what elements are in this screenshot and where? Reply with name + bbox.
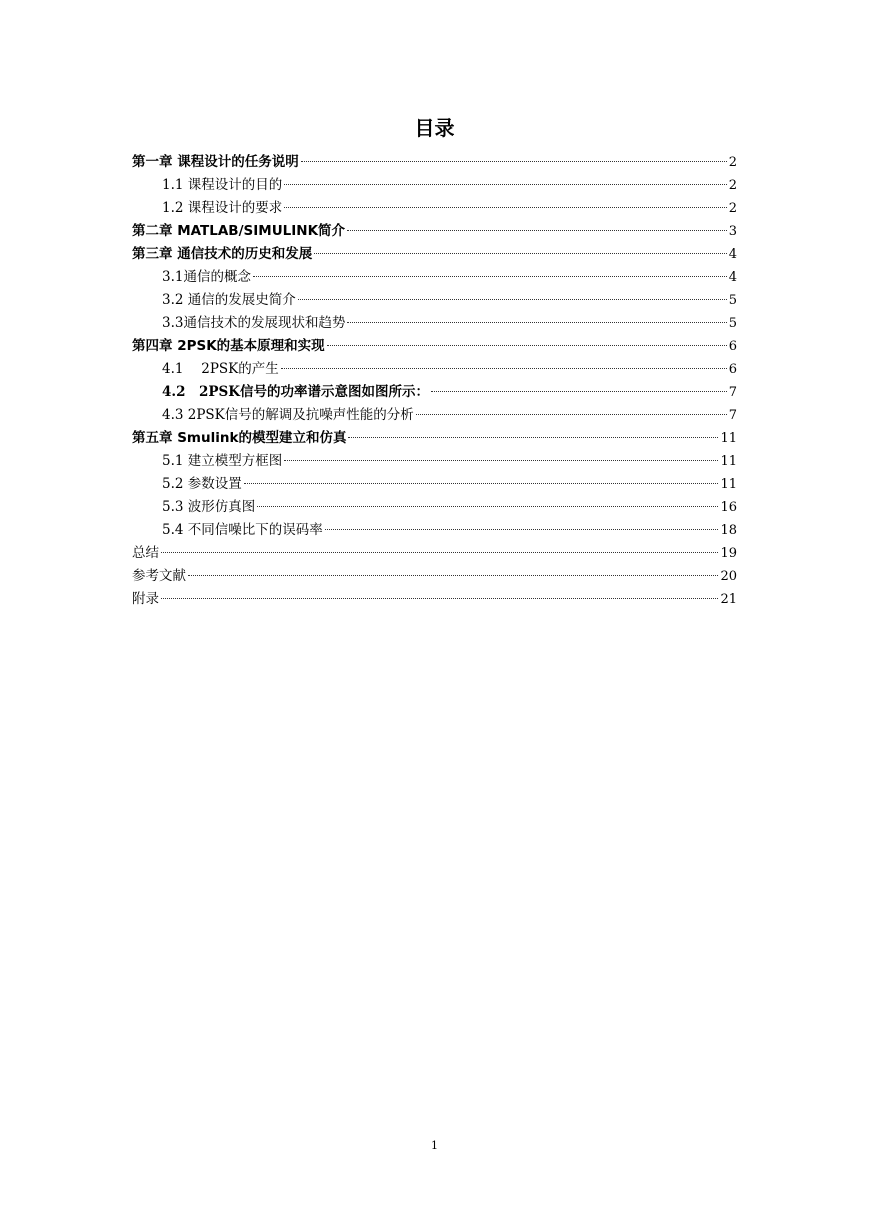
toc-entry[interactable] — [132, 496, 737, 519]
toc-leader-dots — [301, 161, 727, 162]
toc-entry[interactable] — [132, 404, 737, 427]
toc-leader-dots — [188, 575, 718, 576]
page-number: 1 — [431, 1139, 438, 1152]
toc-entry[interactable] — [132, 358, 737, 381]
toc-entry-label: 4.2 2PSK信号的功率谱示意图如图所示： — [162, 384, 430, 400]
toc-entry[interactable] — [132, 243, 737, 266]
toc-entry-page: 3 — [728, 224, 737, 239]
toc-leader-dots — [284, 460, 718, 461]
toc-entry-page: 2 — [728, 155, 737, 170]
toc-entry-label: 总结 — [132, 545, 159, 561]
toc-entry-page: 5 — [728, 316, 737, 331]
toc-entry-label: 第四章 2PSK的基本原理和实现 — [132, 338, 325, 354]
toc-entry-page: 5 — [728, 293, 737, 308]
toc-entry[interactable] — [132, 427, 737, 450]
toc-leader-dots — [284, 207, 726, 208]
toc-entry[interactable] — [132, 588, 737, 611]
toc-entry-page: 19 — [720, 546, 737, 561]
toc-entry[interactable] — [132, 312, 737, 335]
toc-entry-label: 4.1 2PSK的产生 — [162, 361, 279, 377]
toc-entry-page: 11 — [720, 477, 737, 492]
toc-title: 目录 — [414, 116, 455, 140]
toc-entry-page: 18 — [720, 523, 737, 538]
toc-entry-page: 16 — [720, 500, 737, 515]
toc-leader-dots — [327, 345, 727, 346]
toc-entry-page: 2 — [728, 201, 737, 216]
toc-entry[interactable] — [132, 565, 737, 588]
toc-entry-label: 第五章 Smulink的模型建立和仿真 — [132, 430, 347, 446]
toc-leader-dots — [253, 276, 727, 277]
toc-entry[interactable] — [132, 473, 737, 496]
toc-entry[interactable] — [132, 266, 737, 289]
toc-entry-label: 3.1通信的概念 — [162, 269, 251, 285]
toc-leader-dots — [325, 529, 719, 530]
toc-leader-dots — [281, 368, 727, 369]
toc-entry-label: 5.1 建立模型方框图 — [162, 453, 283, 469]
toc-entry[interactable] — [132, 542, 737, 565]
toc-entry[interactable] — [132, 174, 737, 197]
toc-entry-label: 第一章 课程设计的任务说明 — [132, 154, 299, 170]
toc-leader-dots — [244, 483, 719, 484]
toc-list — [132, 151, 737, 611]
toc-entry-page: 6 — [728, 362, 737, 377]
toc-entry-label: 5.3 波形仿真图 — [162, 499, 256, 515]
toc-entry-label: 1.2 课程设计的要求 — [162, 200, 283, 216]
toc-entry-page: 20 — [720, 569, 737, 584]
toc-leader-dots — [416, 414, 727, 415]
toc-leader-dots — [257, 506, 718, 507]
toc-entry-label: 5.4 不同信噪比下的误码率 — [162, 522, 323, 538]
toc-entry[interactable] — [132, 220, 737, 243]
toc-entry-page: 11 — [720, 454, 737, 469]
toc-leader-dots — [161, 598, 718, 599]
toc-leader-dots — [347, 230, 727, 231]
toc-entry-label: 3.3通信技术的发展现状和趋势 — [162, 315, 346, 331]
toc-entry-page: 4 — [728, 270, 737, 285]
toc-entry-page: 11 — [720, 431, 737, 446]
toc-leader-dots — [348, 437, 718, 438]
toc-entry-label: 第二章 MATLAB/SIMULINK简介 — [132, 223, 346, 239]
toc-leader-dots — [161, 552, 718, 553]
toc-entry[interactable] — [132, 197, 737, 220]
toc-leader-dots — [284, 184, 726, 185]
toc-entry-label: 5.2 参数设置 — [162, 476, 242, 492]
toc-leader-dots — [347, 322, 726, 323]
toc-entry[interactable] — [132, 335, 737, 358]
toc-entry-page: 6 — [728, 339, 737, 354]
toc-entry-page: 7 — [728, 385, 737, 400]
toc-entry-page: 7 — [728, 408, 737, 423]
toc-entry-page: 2 — [728, 178, 737, 193]
toc-entry[interactable] — [132, 381, 737, 404]
toc-entry[interactable] — [132, 289, 737, 312]
toc-entry[interactable] — [132, 151, 737, 174]
toc-leader-dots — [431, 391, 727, 392]
toc-entry-label: 1.1 课程设计的目的 — [162, 177, 283, 193]
toc-entry-label: 4.3 2PSK信号的解调及抗噪声性能的分析 — [162, 407, 414, 423]
toc-entry[interactable] — [132, 450, 737, 473]
toc-entry-label: 附录 — [132, 591, 159, 607]
toc-leader-dots — [314, 253, 727, 254]
toc-entry-label: 第三章 通信技术的历史和发展 — [132, 246, 313, 262]
toc-entry[interactable] — [132, 519, 737, 542]
toc-entry-page: 21 — [720, 592, 737, 607]
toc-entry-page: 4 — [728, 247, 737, 262]
toc-entry-label: 参考文献 — [132, 568, 186, 584]
toc-leader-dots — [298, 299, 727, 300]
toc-entry-label: 3.2 通信的发展史简介 — [162, 292, 296, 308]
